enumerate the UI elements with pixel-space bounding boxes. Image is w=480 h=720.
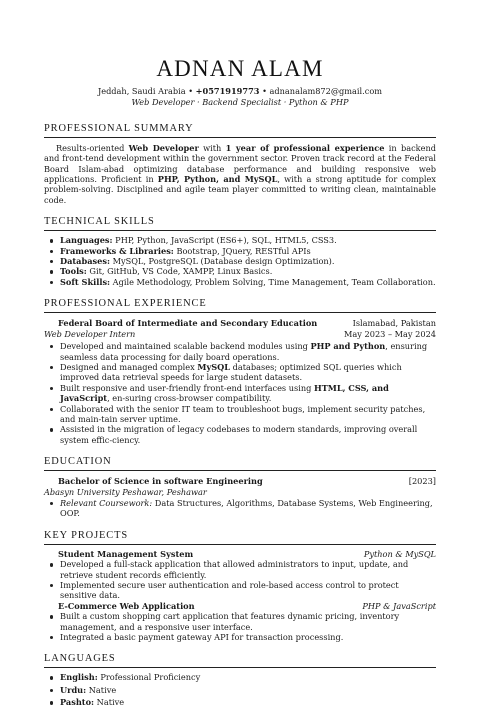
organization: Federal Board of Intermediate and Secondary Education (58, 318, 318, 329)
separator-dot: • (262, 86, 270, 96)
summary-text: , with a strong aptitude for complex problem-solving. Disciplined and agile team player committed to writing clean, maintainable code. (44, 174, 437, 205)
language-label: Pashto: (60, 697, 95, 708)
list-item (48, 672, 436, 682)
list-item (48, 266, 436, 276)
summary-paragraph (44, 143, 436, 205)
project-name: E-Commerce Web Application (58, 600, 195, 611)
skill-label: Databases: (60, 256, 110, 267)
coursework-label: Relevant Coursework: (60, 497, 153, 508)
coursework-value: Data Structures, Algorithms, Database Systems, Web Engineering, OOP. (60, 497, 433, 519)
list-item (48, 685, 436, 695)
skill-value: Bootstrap, JQuery, RESTful APIs (173, 245, 311, 256)
experience-location: Islamabad, Pakistan (352, 318, 436, 329)
language-level: Native (86, 684, 117, 695)
separator-dot: • (188, 86, 196, 96)
education-entry (44, 476, 436, 497)
bullet-text: Designed and managed complex (60, 361, 198, 372)
language-label: English: (60, 672, 98, 683)
project-bullets (44, 611, 436, 642)
project-tech: Python & MySQL (363, 548, 436, 559)
list-item (48, 277, 436, 287)
education-bullets (44, 498, 436, 519)
skill-label: Tools: (60, 266, 87, 277)
list-item (48, 341, 436, 362)
summary-bold: 1 year of professional experience (225, 142, 385, 153)
school: Abasyn University Peshawar, Peshawar (44, 486, 207, 497)
education-header-row (58, 476, 436, 486)
summary-bold: Web Developer (128, 142, 199, 153)
job-dates: May 2023 – May 2024 (344, 328, 436, 339)
job-role: Web Developer Intern (44, 328, 136, 339)
skill-label: Soft Skills: (60, 276, 111, 287)
skill-value: Git, GitHub, VS Code, XAMPP, Linux Basics. (86, 266, 273, 277)
summary-bold: PHP, Python, and MySQL (157, 174, 278, 185)
list-item (48, 246, 436, 256)
bullet-text: Assisted in the migration of legacy codebases to modern standards, improving overall system effic-ciency. (60, 424, 418, 445)
summary-text: in backend and front-tend development within the government sector. Proven track record at the Federal Board Islam-abad optimizing database performance and building responsive web applications. Proficient in (44, 142, 436, 185)
location: Jeddah, Saudi Arabia (97, 86, 186, 96)
language-label: Urdu: (60, 684, 87, 695)
list-item (48, 424, 436, 445)
experience-bullets (44, 341, 436, 445)
project-header (44, 601, 436, 611)
bullet-text: , ensuring seamless data processing for daily board operations. (60, 341, 428, 362)
list-item (48, 383, 436, 404)
skill-label: Languages: (60, 235, 113, 246)
education-year: [2023] (408, 476, 436, 487)
project-name: Student Management System (58, 548, 194, 559)
candidate-name: ADNAN ALAM (156, 56, 324, 81)
list-item (48, 404, 436, 425)
experience-sub-row (44, 329, 436, 339)
bullet-text: Built responsive and user-friendly front-end interfaces using (60, 382, 314, 393)
bullet-text: , en-suring cross-browser compatibility. (107, 393, 272, 404)
list-item (48, 256, 436, 266)
project-header (44, 549, 436, 559)
section-title-skills: TECHNICAL SKILLS (44, 216, 436, 231)
list-item (48, 498, 436, 519)
bullet-text: Developed and maintained scalable backend modules using (60, 341, 311, 352)
degree: Bachelor of Science in software Engineering (58, 476, 263, 487)
skills-list (44, 235, 436, 287)
bullet-bold: PHP and Python (310, 341, 386, 352)
tagline: Web Developer · Backend Specialist · Python & PHP (131, 97, 349, 108)
bullet-text: Collaborated with the senior IT team to troubleshoot bugs, implement security patches, and main-tain server uptime. (60, 403, 426, 424)
section-title-projects: KEY PROJECTS (44, 530, 436, 545)
section-title-experience: PROFESSIONAL EXPERIENCE (44, 298, 436, 313)
list-item: Integrated a basic payment gateway API for transaction processing. (48, 632, 436, 642)
list-item (48, 362, 436, 383)
bullet-bold: HTML, CSS, and JavaScript (60, 382, 389, 404)
language-level: Native (94, 697, 125, 708)
project-tech: PHP & JavaScript (362, 600, 436, 611)
list-item (48, 235, 436, 245)
summary-text: with (198, 142, 226, 153)
list-item: Developed a full-stack application that allowed administrators to input, update, and retrieve student records efficiently. (48, 559, 436, 580)
phone: +0571919773 (195, 86, 260, 96)
contact-line (44, 86, 436, 96)
section-title-education: EDUCATION (44, 456, 436, 471)
experience-header-row (58, 318, 436, 328)
list-item: Built a custom shopping cart application that features dynamic pricing, inventory management, and a responsive user interface. (48, 611, 436, 632)
bullet-bold: MySQL (197, 361, 230, 372)
bullet-text: databases; optimized SQL queries which improved data retrieval speeds for large student datasets. (60, 361, 402, 383)
section-title-summary: PROFESSIONAL SUMMARY (44, 123, 436, 138)
list-item: Implemented secure user authentication and role-based access control to protect sensitive data. (48, 580, 436, 601)
summary-text: Results-oriented (56, 142, 129, 153)
languages-list (44, 672, 436, 707)
section-title-languages: LANGUAGES (44, 653, 436, 668)
email-link[interactable]: adnanalam872@gmail.com (269, 86, 383, 96)
experience-entry (44, 318, 436, 339)
skill-value: Agile Methodology, Problem Solving, Time Management, Team Collaboration. (110, 276, 436, 287)
language-level: Professional Proficiency (97, 672, 201, 683)
list-item (48, 697, 436, 707)
skill-label: Frameworks & Libraries: (60, 245, 174, 256)
skill-value: PHP, Python, JavaScript (ES6+), SQL, HTML5, CSS3. (112, 235, 337, 246)
skill-value: MySQL, PostgreSQL (Database design Optimization). (109, 256, 335, 267)
project-bullets (44, 559, 436, 601)
